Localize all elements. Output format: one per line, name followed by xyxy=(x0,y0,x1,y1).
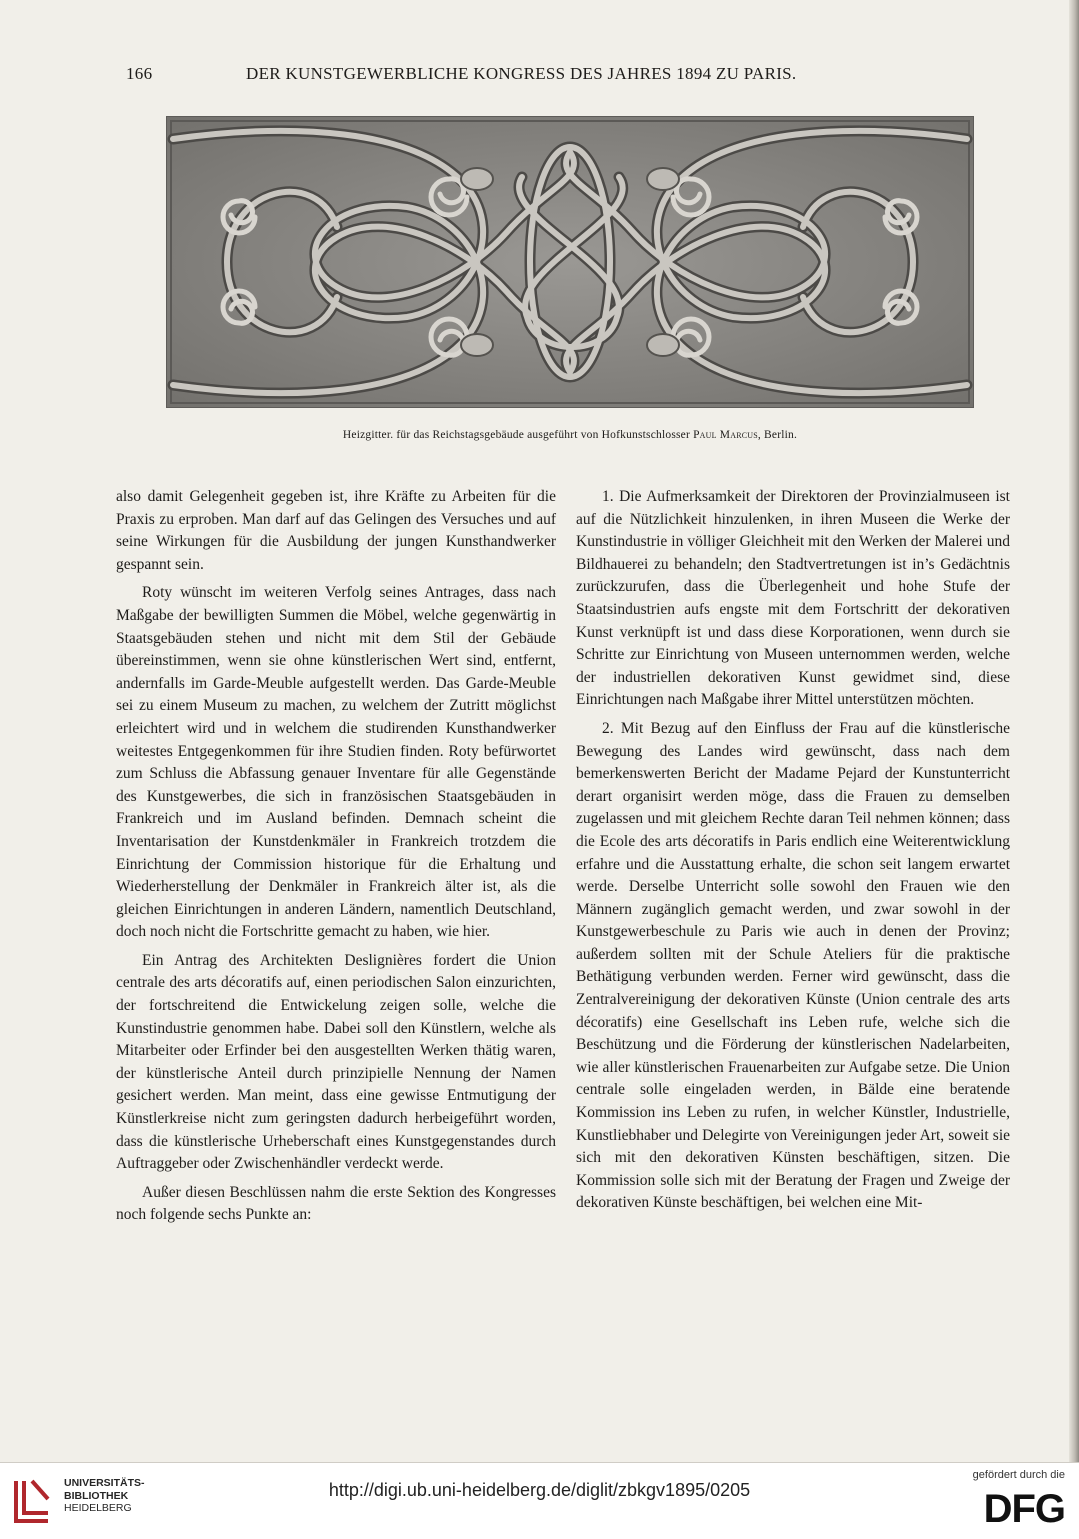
right-text-column xyxy=(576,486,1010,1215)
figure-caption xyxy=(166,429,974,441)
caption-place: , Berlin. xyxy=(757,429,798,441)
left-text-column xyxy=(116,486,556,1227)
left-paragraph-4: Außer diesen Beschlüssen nahm die erste Sektion des Kongresses noch folgende sechs Punkte an: xyxy=(116,1183,556,1224)
left-paragraph-3: Ein Antrag des Architekten Deslignières fordert die Union centrale des arts décoratifs auf, einen periodischen Salon einzurichten, der fortschreitend die Entwickelung zeigen solle, welche die Kunstindustrie genommen habe. Dabei soll den Künstlern, welche als Mitarbeiter oder Erfinder bei den ausgestellten Werken thätig waren, der künstlerische Anteil durch prinzipielle Nennung der Namen gesichert werden. Man meint, dass eine gewisse Entmutigung der Künstlerkreise nicht zum geringsten dadurch herbeigeführt worden, dass die künstlerische Urheberschaft eines Kunstgegenstandes durch Auftraggeber oder Zwischenhändler verdeckt werde. xyxy=(116,951,556,1173)
funded-by-label: gefördert durch die xyxy=(972,1469,1065,1481)
permalink-url[interactable]: http://digi.ub.uni-heidelberg.de/diglit/zbkgv1895/0205 xyxy=(328,1480,751,1500)
running-title: DER KUNSTGEWERBLICHE KONGRESS DES JAHRES 1894 ZU PARIS. xyxy=(246,64,797,83)
ornamental-iron-grille-icon xyxy=(167,117,973,407)
library-name-line-2: BIBLIOTHEK xyxy=(64,1489,129,1502)
right-paragraph-1: 1. Die Aufmerksamkeit der Direktoren der Provinzialmuseen ist auf die Nützlichkeit hinzulenken, in ihren Museen die Werke der Kunstindustrie in völliger Gleichheit mit den Werken der Malerei und Bildhauerei zu behandeln; den Stadtvertretungen ist in’s Gedächtnis zurückzurufen, dass die Überlegenheit und hohe Stufe der Staatsindustrien aufs engste mit dem Fortschritt der dekorativen Kunst verknüpft ist und dass diese Korporationen, wenn durch sie Schritte zur Einrichtung von Museen unternommen werden, welche der industriellen dekorativen Kunst gewidmet sind, diese Einrichtungen nach Maßgabe ihrer Mittel unterstützen möchten. xyxy=(576,488,1010,709)
viewer-footer xyxy=(0,1462,1079,1539)
caption-name: Paul Marcus xyxy=(693,429,758,441)
caption-text: Heizgitter. für das Reichstagsgebäude ausgeführt von Hofkunstschlosser xyxy=(342,429,694,441)
ironwork-grille-plate xyxy=(166,116,974,408)
left-paragraph-2: Roty wünscht im weiteren Verfolg seines Antrages, dass nach Maßgabe der bewilligten Summen die Möbel, welche gegenwärtig in Staatsgebäuden stehen und nicht mit dem Stil der Gebäude übereinstimmen, wenn sie ohne künstlerischen Wert sind, entfernt, andernfalls im Garde-Meuble aufgestellt werden. Das Garde-Meuble sei zu einem Museum zu machen, zu welchem der Zutritt möglichst erleichtert wird und in welchem die studirenden Kunsthandwerker weitestes Entgegenkommen für ihre Studien finden. Roty befürwortet zum Schluss die Abfassung genauer Inventare für alle Gegenstände des Kunstgewerbes, die sich in französischen Staatsgebäuden in Frankreich und im Ausland befinden. Demnach scheint die Inventarisation der Kunstdenkmäler in Frankreich trotzdem die Einrichtung der Commission historique für die Erhaltung und Wiederherstellung der Denkmäler in Frankreich älter ist, als die gleichen Einrichtungen in anderen Ländern, namentlich Deutschland, doch noch nicht die Fortschritte gemacht zu haben, wie hier. xyxy=(116,584,556,941)
right-paragraph-2: 2. Mit Bezug auf den Einfluss der Frau auf die künstlerische Bewegung des Landes wird gewünscht, dass nach dem bemerkenswerten Bericht der Madame Pejard der Kunstunterricht derart organisirt werden möge, dass die Frauen zu demselben zugelassen und mit gleichem Rechte daran Teil nehmen können; dass die Ecole des arts décoratifs in Paris endlich eine Weiterentwicklung erfahre und die Ausstattung erhalte, die schon seit langem erwartet werde. Derselbe Unterricht solle sowohl den Frauen wie den Männern zugänglich gemacht werden, und zwar sowohl in der Kunstgewerbeschule zu Paris wie auch in denen der Provinz; außerdem sollten mit der Schule Ateliers für die praktische Bethätigung verbunden werden. Ferner wird gewünscht, dass die Zentralvereinigung der dekorativen Künste (Union centrale des arts décoratifs) eine Gesellschaft ins Leben rufe, welche sich die Beschützung und die Förderung der künstlerischen Nadelarbeiten, wie aller künstlerischen Frauenarbeiten zur Aufgabe setze. Die Union centrale solle eingeladen werden, in Bälde eine beratende Kommission ins Leben zu rufen, in welcher Künstler, Industrielle, Kunstliebhaber und Delegirte von Vereinigungen jeder Art, soweit sie sich mit den dekorativen Künsten beschäftigen, sitzen. Die Kommission solle sich mit der Beratung der Fragen und Zweige der dekorativen Künste beschäftigen, bei welchen eine Mit- xyxy=(576,719,1010,1212)
library-name-line-1: UNIVERSITÄTS- xyxy=(64,1477,145,1489)
page-number: 166 xyxy=(126,64,153,83)
page-edge-shadow xyxy=(1069,0,1079,1462)
dfg-logo[interactable]: DFG xyxy=(983,1487,1065,1531)
left-paragraph-1: also damit Gelegenheit gegeben ist, ihre Kräfte zu Arbeiten für die Praxis zu erproben. Man darf auf das Gelingen des Versuches und auf seine Wirkungen für die Ausbildung der jungen Kunsthandwerker gespannt sein. xyxy=(116,488,556,573)
library-name-line-3: HEIDELBERG xyxy=(64,1502,132,1514)
